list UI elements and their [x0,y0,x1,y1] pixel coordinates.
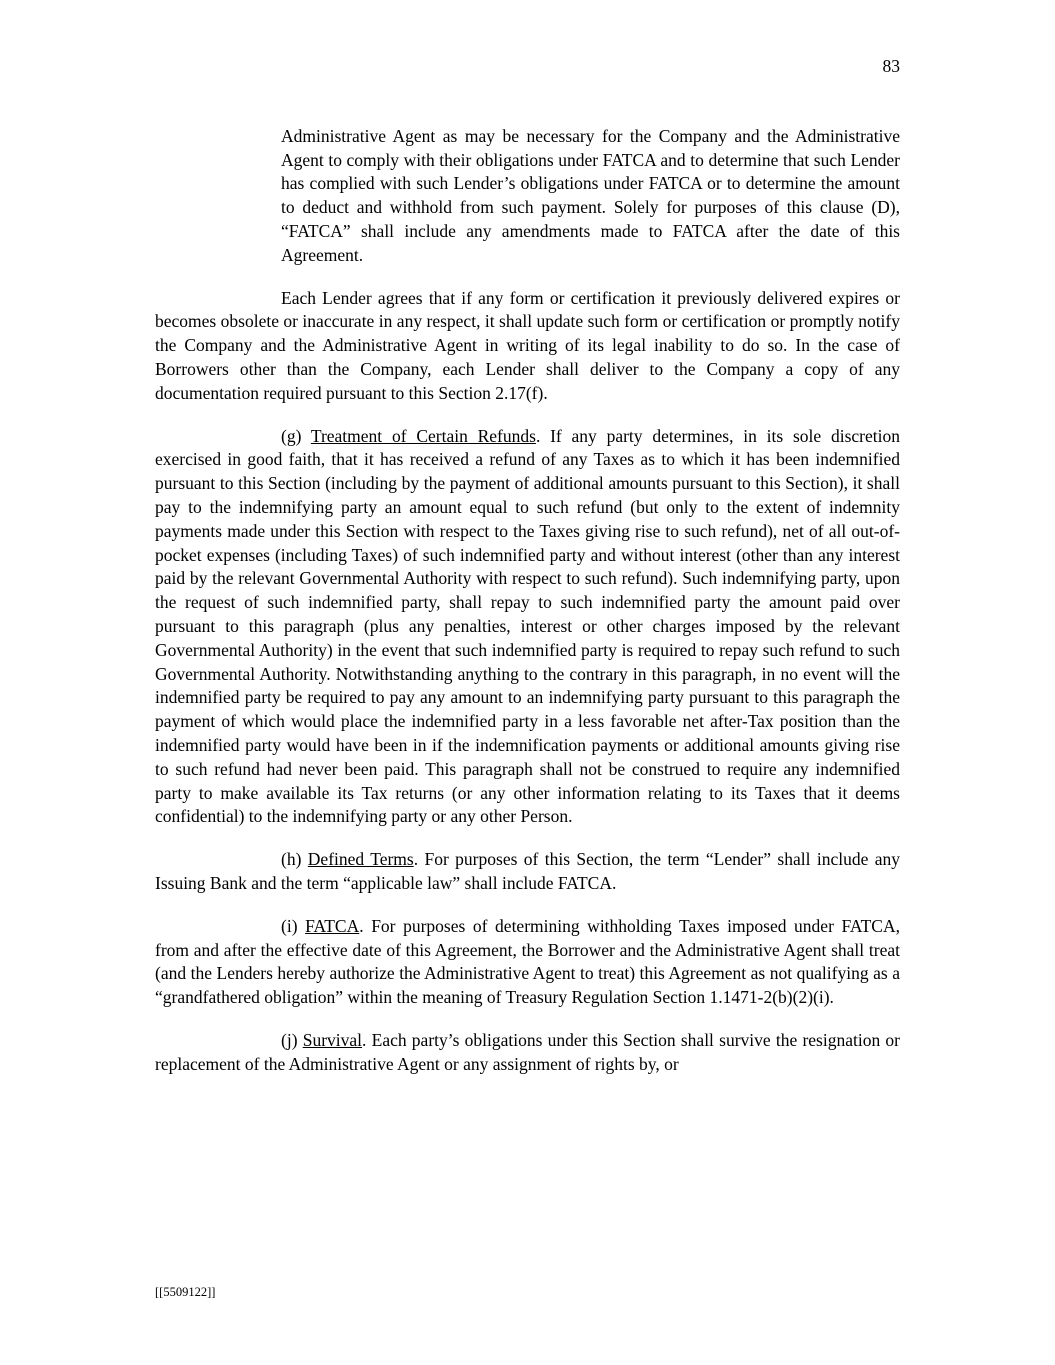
paragraph-i-text: . For purposes of determining withholding Taxes imposed under FATCA, from and after the effective date of this Agreement, the Borrower and the Administrative Agent shall treat (and the Lenders hereby authorize the Administrative Agent to treat) this Agreement as not qualifying as a “grandfathered obligation” within the meaning of Treasury Regulation Section 1.1471-2(b)(2)(i). [155,915,900,1008]
paragraph-h-defined-terms [155,848,900,896]
footer-document-id: [[5509122]] [155,1285,216,1299]
paragraph-each-lender-agrees: Each Lender agrees that if any form or certification it previously delivered expires or becomes obsolete or inaccurate in any respect, it shall update such form or certification or promptly notify the Company and the Administrative Agent in writing of its legal inability to do so. In the case of Borrowers other than the Company, each Lender shall deliver to the Company a copy of any documentation required pursuant to this Section 2.17(f). [155,287,900,403]
paragraph-g-text: . If any party determines, in its sole discretion exercised in good faith, that it has received a refund of any Taxes as to which it has been indemnified pursuant to this Section (including by the payment of additional amounts pursuant to this Section), it shall pay to the indemnifying party an amount equal to such refund (but only to the extent of indemnity payments made under this Section with respect to the Taxes giving rise to such refund), net of all out-of-pocket expenses (including Taxes) of such indemnified party and without interest (other than any interest paid by the relevant Governmental Authority with respect to such refund). Such indemnifying party, upon the request of such indemnified party, shall repay to such indemnified party the amount paid over pursuant to this paragraph (plus any penalties, interest or other charges imposed by the relevant Governmental Authority) in the event that such indemnified party is required to repay such refund to such Governmental Authority. Notwithstanding anything to the contrary in this paragraph, in no event will the indemnified party be required to pay any amount to an indemnifying party pursuant to this paragraph the payment of which would place the indemnified party in a less favorable net after-Tax position than the indemnified party would have been in if the indemnification payments or additional amounts giving rise to such refund had never been paid. This paragraph shall not be construed to require any indemnified party to make available its Tax returns (or any other information relating to its Taxes that it deems confidential) to the indemnifying party or any other Person. [155,425,900,827]
page-number: 83 [882,56,900,76]
paragraph-j-text: . Each party’s obligations under this Section shall survive the resignation or replacement of the Administrative Agent or any assignment of rights by, or [155,1029,900,1074]
paragraph-h-label: (h) [281,849,308,870]
blockquote-clause-d: Administrative Agent as may be necessary for the Company and the Administrative Agent to comply with their obligations under FATCA and to determine that such Lender has complied with such Lender’s obligations under FATCA or to determine the amount to deduct and withhold from such payment. Solely for purposes of this clause (D), “FATCA” shall include any amendments made to FATCA after the date of this Agreement. [281,125,900,265]
paragraph-h-text: . For purposes of this Section, the term “Lender” shall include any Issuing Bank and the term “applicable law” shall include FATCA. [155,849,900,893]
page-content [155,55,900,1076]
paragraph-i-heading: FATCA [305,915,360,936]
paragraph-g-treatment-of-certain-refunds [155,425,900,830]
paragraph-h-heading: Defined Terms [307,849,414,870]
paragraph-j-survival [155,1029,900,1077]
paragraph-g-heading: Treatment of Certain Refunds [310,425,536,446]
paragraph-j-label: (j) [281,1029,303,1050]
paragraph-g-label: (g) [281,425,311,446]
paragraph-i-label: (i) [281,915,306,936]
paragraph-i-fatca [155,915,900,1010]
paragraph-j-heading: Survival [302,1029,363,1050]
